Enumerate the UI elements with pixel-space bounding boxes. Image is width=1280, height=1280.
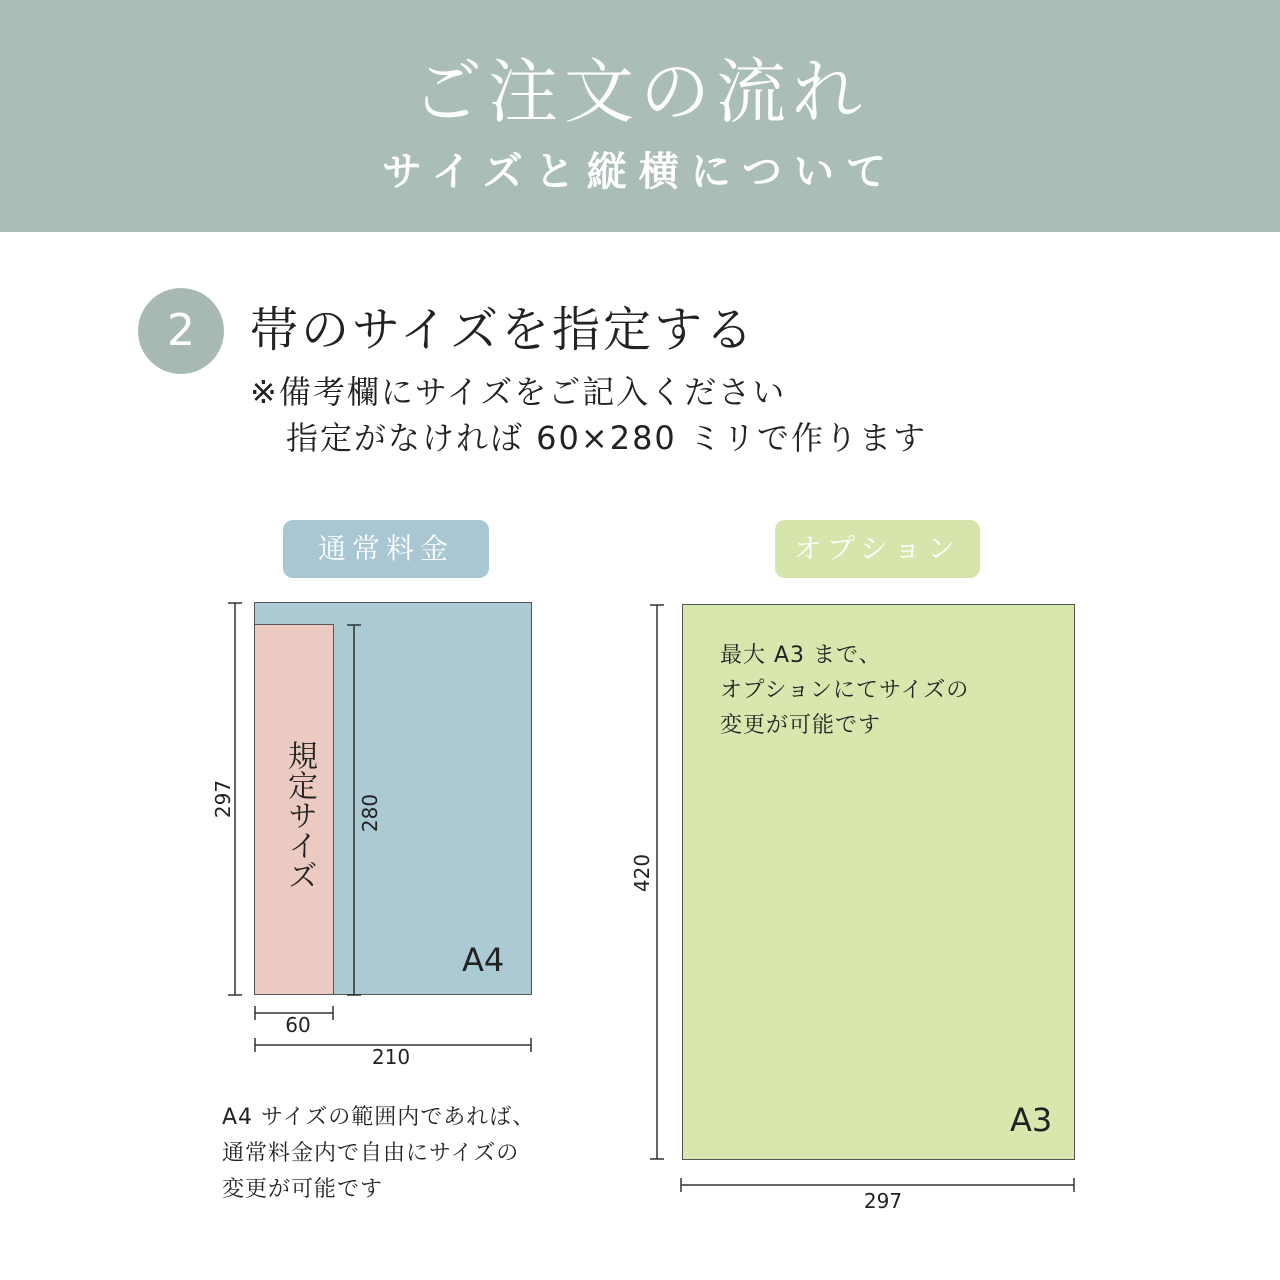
step-heading: 帯のサイズを指定する	[250, 302, 757, 358]
page-subtitle: サイズと縦横について	[382, 149, 898, 195]
option-description-line: 変更が可能です	[720, 713, 882, 738]
standard-price-pill: 通常料金	[283, 520, 489, 578]
page-title: ご注文の流れ	[412, 51, 868, 133]
option-pill: オプション	[775, 520, 980, 578]
a4-label: A4	[462, 941, 505, 979]
standard-description	[222, 1100, 535, 1208]
step-number-badge: 2	[138, 288, 224, 374]
option-description-line: オプションにてサイズの	[720, 678, 970, 703]
dim-label-band-height: 280	[358, 793, 382, 833]
a3-label: A3	[1010, 1101, 1053, 1139]
dim-label-a3-width: 297	[863, 1189, 903, 1213]
dim-label-a3-height: 420	[630, 853, 654, 893]
step-note-line1: ※備考欄にサイズをご記入ください	[250, 373, 787, 411]
dim-label-band-width: 60	[285, 1013, 311, 1037]
standard-description-line: 変更が可能です	[222, 1177, 384, 1202]
step-note-line2: 指定がなければ 60×280 ミリで作ります	[286, 419, 927, 457]
standard-description-line: A4 サイズの範囲内であれば、	[222, 1105, 536, 1130]
dim-label-a4-height: 297	[211, 779, 235, 819]
band-label: 規定サイズ	[282, 740, 317, 890]
dim-label-a4-width: 210	[371, 1045, 411, 1069]
standard-description-line: 通常料金内で自由にサイズの	[222, 1141, 520, 1166]
option-description-line: 最大 A3 まで、	[720, 643, 882, 668]
